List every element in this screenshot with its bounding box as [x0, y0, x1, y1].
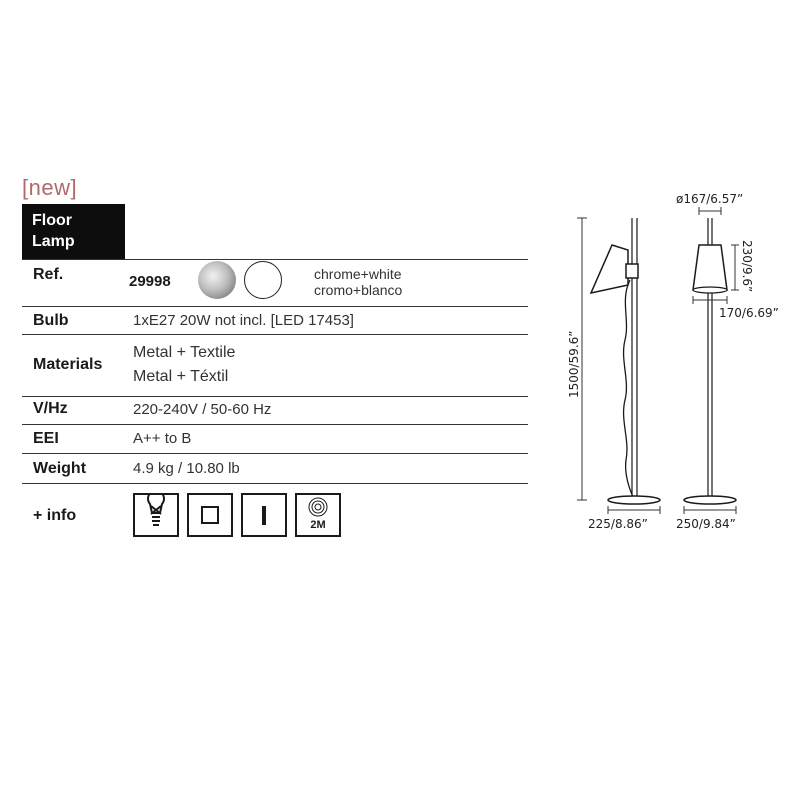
- side-base-label: 225/8.86”: [588, 517, 648, 531]
- front-base-dimension: [684, 506, 736, 514]
- info-label: + info: [33, 507, 77, 524]
- materials-label: Materials: [33, 356, 103, 373]
- front-view-lamp: [684, 218, 736, 504]
- ref-number: 29998: [129, 273, 171, 290]
- materials-value-en: Metal + Textile: [133, 344, 236, 361]
- finish-en: chrome+white: [314, 266, 402, 282]
- shade-height-dimension: [731, 245, 739, 290]
- side-view-lamp: [591, 218, 660, 504]
- ref-label: Ref.: [33, 266, 64, 283]
- product-title-line1: Floor: [32, 212, 72, 229]
- bulb-label: Bulb: [33, 312, 69, 329]
- eei-value: A++ to B: [133, 430, 192, 447]
- new-badge: [new]: [22, 175, 78, 200]
- side-base-dimension: [608, 506, 660, 514]
- product-title-line2: Lamp: [32, 233, 75, 250]
- vhz-value: 220-240V / 50-60 Hz: [133, 401, 272, 418]
- cable-length-text: 2M: [310, 519, 326, 531]
- vhz-label: V/Hz: [33, 400, 68, 417]
- weight-label: Weight: [33, 460, 87, 477]
- height-label: 1500/59.6”: [567, 330, 581, 398]
- shade-height-label: 230/9.6”: [740, 240, 754, 293]
- bulb-value: 1xE27 20W not incl. [LED 17453]: [133, 312, 354, 329]
- shade-bottom-label: 170/6.69”: [719, 306, 779, 320]
- shade-bottom-dimension: [693, 296, 727, 304]
- shade-diameter-dimension: [699, 207, 721, 215]
- weight-value: 4.9 kg / 10.80 lb: [133, 460, 240, 477]
- eei-label: EEI: [33, 430, 59, 447]
- finish-es: cromo+blanco: [314, 282, 403, 298]
- materials-value-es: Metal + Téxtil: [133, 368, 229, 385]
- front-base-label: 250/9.84”: [676, 517, 736, 531]
- shade-diameter-label: ø167/6.57”: [676, 192, 744, 206]
